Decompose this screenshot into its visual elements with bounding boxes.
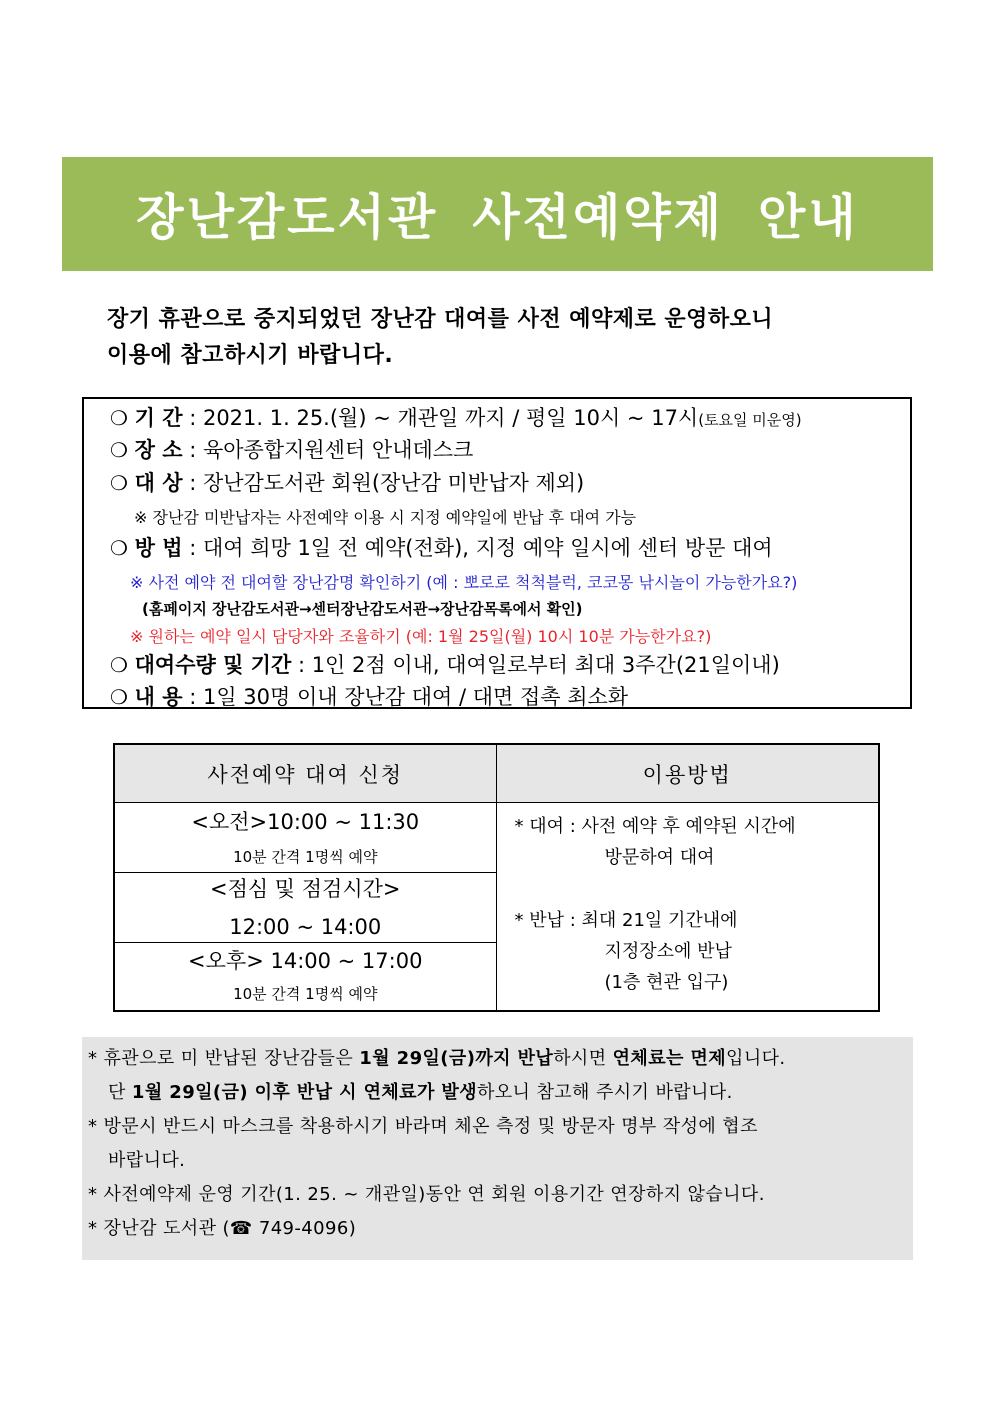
info-place	[110, 434, 473, 464]
lunch-time: 12:00 ~ 14:00	[229, 914, 382, 939]
note-6: * 장난감 도서관 (☎ 749-4096)	[88, 1218, 357, 1239]
method-note-3: ※ 원하는 예약 일시 담당자와 조율하기 (예: 1월 25일(월) 10시 10분 가능한가요?)	[130, 627, 712, 646]
bullet-icon: ❍	[110, 685, 128, 709]
intro-line-1: 장기 휴관으로 중지되었던 장난감 대여를 사전 예약제로 운영하오니	[107, 307, 774, 332]
target-label: 대 상	[134, 471, 183, 495]
info-box	[82, 397, 912, 709]
note-2: 단 1월 29일(금) 이후 반납 시 연체료가 발생하오니 참고해 주시기 바랍니다.	[108, 1082, 733, 1103]
period-value: : 2021. 1. 25.(월) ~ 개관일 까지 / 평일 10시 ~ 17시	[189, 406, 699, 430]
notes-box	[82, 1037, 913, 1260]
note-1: * 휴관으로 미 반납된 장난감들은 1월 29일(금)까지 반납하시면 연체료는 면제입니다.	[88, 1048, 786, 1069]
lunch-title: <점심 및 점검시간>	[209, 876, 401, 901]
note-3: * 방문시 반드시 마스크를 착용하시기 바라며 체온 측정 및 방문자 명부 작성에 협조	[88, 1116, 758, 1137]
bullet-icon: ❍	[110, 536, 128, 560]
usage-return-1: * 반납 : 최대 21일 기간내에	[514, 910, 738, 931]
bullet-icon: ❍	[110, 471, 128, 495]
method-value: : 대여 희망 1일 전 예약(전화), 지정 예약 일시에 센터 방문 대여	[189, 536, 773, 560]
bullet-icon: ❍	[110, 406, 128, 430]
page-title: 장난감도서관 사전예약제 안내	[136, 189, 859, 246]
header-reservation: 사전예약 대여 신청	[114, 744, 496, 803]
target-value: : 장난감도서관 회원(장난감 미반납자 제외)	[189, 471, 585, 495]
title-banner	[62, 157, 933, 271]
afternoon-time: <오후> 14:00 ~ 17:00	[188, 949, 423, 974]
place-label: 장 소	[134, 438, 183, 462]
slot-lunch	[114, 873, 496, 943]
slot-afternoon	[114, 943, 496, 1011]
usage-return-3: (1층 현관 입구)	[604, 972, 729, 993]
afternoon-note: 10분 간격 1명씩 예약	[233, 985, 378, 1004]
period-label: 기 간	[134, 406, 183, 430]
slot-morning	[114, 803, 496, 873]
info-quantity	[110, 649, 780, 679]
info-content	[110, 681, 628, 711]
info-period	[110, 402, 802, 432]
target-note: ※ 장난감 미반납자는 사전예약 이용 시 지정 예약일에 반납 후 대여 가능	[134, 508, 637, 527]
method-note-1: ※ 사전 예약 전 대여할 장난감명 확인하기 (예 : 뽀로로 척척블럭, 코코몽 낚시놀이 가능한가요?)	[130, 573, 798, 592]
bullet-icon: ❍	[110, 438, 128, 462]
place-value: : 육아종합지원센터 안내데스크	[189, 438, 474, 462]
schedule-table	[113, 743, 880, 1012]
qty-label: 대여수량 및 기간	[134, 653, 292, 677]
usage-rent-1: * 대여 : 사전 예약 후 예약된 시간에	[514, 816, 796, 837]
info-method	[110, 532, 773, 562]
usage-rent-2: 방문하여 대여	[604, 847, 715, 868]
note-4: 바랍니다.	[108, 1150, 186, 1171]
method-label: 방 법	[134, 536, 183, 560]
period-note: (토요일 미운영)	[698, 411, 802, 429]
content-label: 내 용	[134, 685, 183, 709]
morning-time: <오전>10:00 ~ 11:30	[191, 809, 420, 834]
header-usage: 이용방법	[496, 744, 879, 803]
content-value: : 1일 30명 이내 장난감 대여 / 대면 접촉 최소화	[189, 685, 629, 709]
usage-return-2: 지정장소에 반납	[604, 941, 732, 962]
usage-cell	[496, 803, 879, 1011]
info-target	[110, 467, 584, 497]
method-note-2: (홈페이지 장난감도서관→센터장난감도서관→장난감목록에서 확인)	[142, 600, 583, 618]
intro-line-2: 이용에 참고하시기 바랍니다.	[107, 343, 394, 368]
bullet-icon: ❍	[110, 653, 128, 677]
note-5: * 사전예약제 운영 기간(1. 25. ~ 개관일)동안 연 회원 이용기간 연장하지 않습니다.	[88, 1184, 765, 1205]
morning-note: 10분 간격 1명씩 예약	[233, 847, 378, 866]
qty-value: : 1인 2점 이내, 대여일로부터 최대 3주간(21일이내)	[297, 653, 780, 677]
intro-text	[107, 302, 907, 374]
